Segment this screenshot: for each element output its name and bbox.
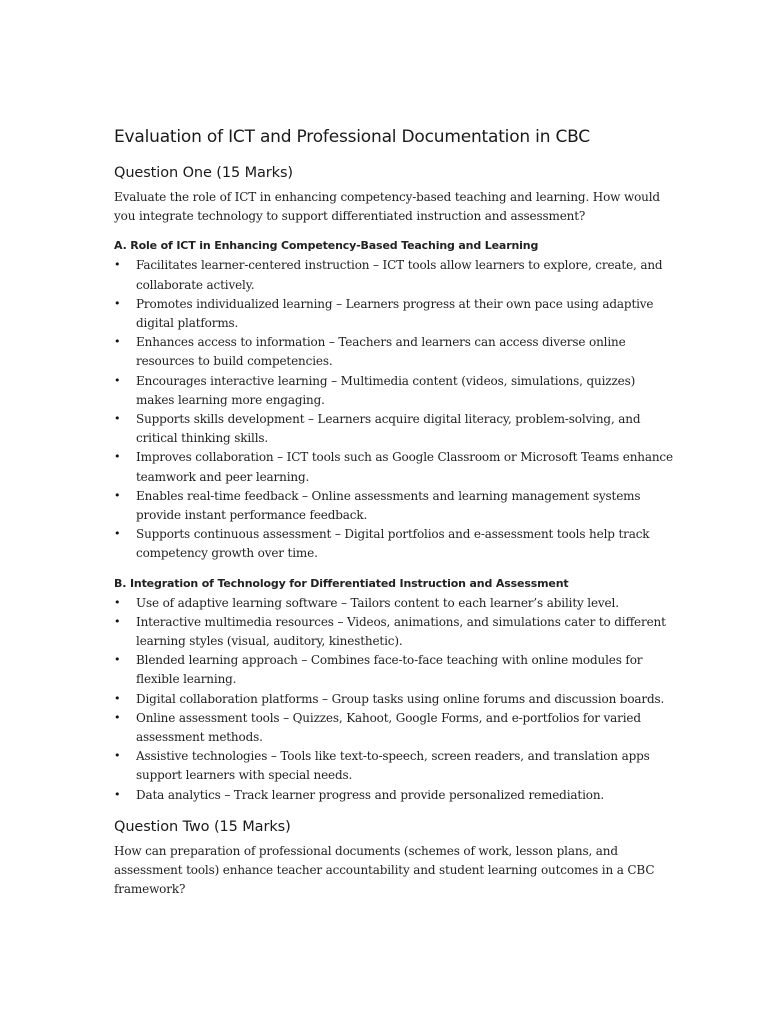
bullet-icon: • [114,335,121,349]
list-item [114,487,674,525]
bullet-icon: • [114,488,121,502]
question-one-prompt: Evaluate the role of ICT in enhancing competency-based teaching and learning. How would you integrate technology to support differentiated instruction and assessment? [114,190,660,224]
list-item [114,747,674,785]
bullet-icon: • [114,450,121,464]
bullet-icon: • [114,749,121,763]
bullet-icon: • [114,614,121,628]
bullet-icon: • [114,296,121,310]
list-item-text: Digital collaboration platforms – Group tasks using online forums and discussion boards. [136,691,665,706]
list-item-text: Blended learning approach – Combines face-to-face teaching with online modules for flexible learning. [136,653,643,687]
bullet-icon: • [114,691,121,705]
question-one-heading: Question One (15 Marks) [114,165,293,181]
list-item [114,372,674,410]
list-item [114,410,674,448]
list-item [114,333,674,371]
list-item-text: Supports skills development – Learners acquire digital literacy, problem-solving, and critical thinking skills. [136,412,641,446]
list-item-text: Online assessment tools – Quizzes, Kahoot, Google Forms, and e-portfolios for varied assessment methods. [136,710,641,745]
document-title: Evaluation of ICT and Professional Documentation in CBC [114,127,590,147]
bullet-icon: • [114,653,121,667]
list-item-text: Interactive multimedia resources – Videos, animations, and simulations cater to different learning styles (visual, auditory, kinesthetic). [136,614,666,649]
question-two [114,817,674,900]
list-item [114,448,674,486]
list-item [114,690,674,709]
list-item [114,295,674,333]
section-b-heading: B. Integration of Technology for Differentiated Instruction and Assessment [114,576,569,590]
list-item [114,709,674,747]
bullet-icon: • [114,787,121,801]
list-item-text: Use of adaptive learning software – Tailors content to each learner’s ability level. [136,595,619,610]
list-item-text: Promotes individualized learning – Learners progress at their own pace using adaptive digital platforms. [136,296,654,331]
question-one [114,163,674,805]
question-two-prompt: How can preparation of professional documents (schemes of work, lesson plans, and assessment tools) enhance teacher accountability and student learning outcomes in a CBC framework? [114,843,655,897]
list-item [114,256,674,294]
question-two-heading: Question Two (15 Marks) [114,818,291,835]
list-item-text: Enhances access to information – Teachers and learners can access diverse online resources to build competencies. [136,335,626,369]
list-item [114,594,674,613]
list-item-text: Enables real-time feedback – Online assessments and learning management systems provide instant performance feedback. [136,488,641,523]
bullet-icon: • [114,373,121,387]
bullet-icon: • [114,412,121,426]
list-item-text: Facilitates learner-centered instruction – ICT tools allow learners to explore, create, and collaborate actively. [136,258,663,292]
list-item [114,613,674,651]
section-a-list [114,256,674,563]
section-b-list [114,594,674,805]
document-page [114,126,674,912]
list-item [114,651,674,689]
bullet-icon: • [114,595,121,609]
section-b [114,576,674,805]
list-item-text: Data analytics – Track learner progress and provide personalized remediation. [136,787,605,802]
list-item-text: Improves collaboration – ICT tools such as Google Classroom or Microsoft Teams enhance teamwork and peer learning. [136,450,673,484]
list-item-text: Assistive technologies – Tools like text-to-speech, screen readers, and translation apps support learners with special needs. [136,749,650,783]
bullet-icon: • [114,258,121,272]
list-item [114,786,674,805]
list-item-text: Encourages interactive learning – Multimedia content (videos, simulations, quizzes) makes learning more engaging. [136,373,636,407]
section-a [114,238,674,563]
bullet-icon: • [114,527,121,541]
section-a-heading: A. Role of ICT in Enhancing Competency-Based Teaching and Learning [114,239,539,253]
list-item-text: Supports continuous assessment – Digital portfolios and e-assessment tools help track competency growth over time. [136,527,650,561]
bullet-icon: • [114,710,121,724]
list-item [114,525,674,563]
